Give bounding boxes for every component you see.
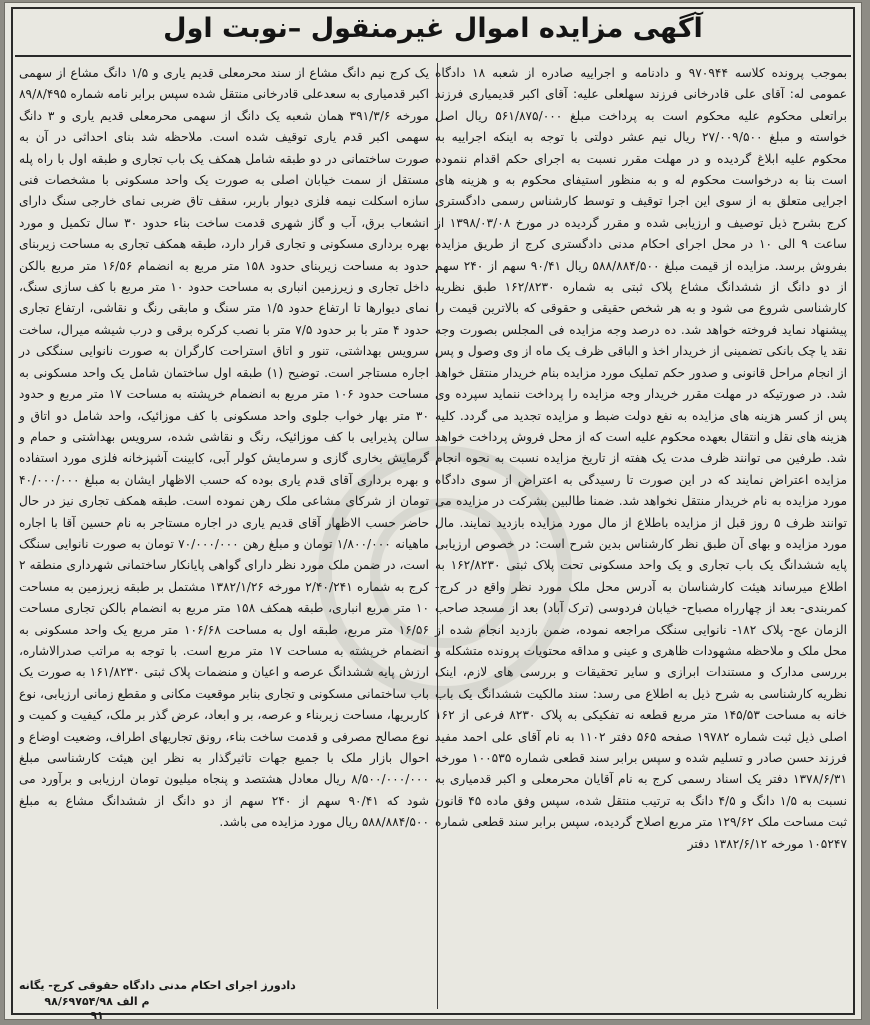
signature-line: دادورز اجرای احکام مدنی دادگاه حقوقی کرج- یگانه [19, 979, 296, 992]
column-divider [437, 63, 438, 1009]
receipt-code: م الف ۹۸/۶۹۷۵۴/۹۸ [44, 995, 150, 1008]
notice-body-left-column: یک کرج نیم دانگ مشاع از سند محرمعلی قدیم یاری و ۱/۵ دانگ مشاع از سهمی اکبر قدمیاری به سعدعلی قادرخانی منتقل شده سپس برابر نامه شماره ۸۹/۸/۴۹۵ مورخه ۳۹۱/۳/۶ همان شعبه یک دانگ از سهمی محرمعلی قدیم یاری و ۳ دانگ سهمی اکبر قدم یاری توقیف شده است. ملاحظه شد بنای احداثی در آن به صورت ساختمانی در دو طبقه شامل همکف یک باب تجاری و طبقه اول با راه پله مستقل از سمت خیابان اصلی به صورت یک واحد مسکونی با مشخصات فنی سازه اسکلت نیمه فلزی دیوار باربر، سقف تاق ضربی نمای خارجی سنگ دارای انشعاب برق، آب و گاز شهری قدمت ساخت بناء حدود ۳۰ سال تکمیل و مورد بهره برداری مسکونی و تجاری قرار دارد، طبقه همکف تجاری به مساحت زیربنای حدود به مساحت زیربنای حدود ۱۵۸ متر مربع به انضمام ۱۶/۵۶ متر مربع بالکن داخل تجاری و زیرزمین انباری به مساحت حدود ۱۰ متر مربع با کف سازی سنگ، نمای دیوارها تا ارتفاع حدود ۱/۵ متر سنگ و مابقی رنگ و نقاشی، ارتفاع تجاری حدود ۴ متر با بر حدود ۷/۵ متر با نصب کرکره برقی و درب شیشه میرال، ساخت سرویس بهداشتی، تنور و اتاق استراحت کارگران به صورت نانوایی سنگکی در اجاره مستاجر است. توضیح (۱) طبقه اول ساختمان شامل یک واحد مسکونی به مساحت حدود ۱۰۶ متر مربع به انضمام خرپشته به مساحت ۱۷ متر مربع و حدود ۳۰ متر بهار خواب جلوی واحد مسکونی با کف موزائیک، واحد شامل دو اتاق و سالن پذیرایی با کف موزائیک، رنگ و نقاشی شده، سرویس بهداشتی و حمام و گرمایش بخاری گازی و سرمایش کولر آبی، کابینت آشپزخانه فلزی مورد استفاده و بهره برداری آقای قدم یاری بوده که حسب الاظهار ایشان به مبلغ ۴۰/۰۰۰/۰۰۰ تومان از شرکای مشاعی ملک رهن نموده است. طبقه همکف تجاری نیز در حال حاضر حسب الاظهار آقای قدیم یاری در اجاره مستاجر به نام حسین آقا با اجاره ماهیانه ۱/۸۰۰/۰۰۰ تومان و مبلغ رهن ۷۰/۰۰۰/۰۰۰ تومان به صورت نانوایی سنگک است، در ضمن ملک مورد نظر دارای گواهی پایانکار ساختمانی شهرداری منطقه ۲ کرج به شماره ۲/۴۰/۲۴۱ مورخه ۱۳۸۲/۱/۲۶ مشتمل بر طبقه زیرزمین به مساحت ۱۰ متر مربع انباری، طبقه همکف ۱۵۸ متر مربع به انضمام بالکن تجاری مساحت ۱۶/۵۶ متر مربع، طبقه اول به مساحت ۱۰۶/۶۸ متر مربع یک واحد مسکونی به انضمام خرپشته به مساحت ۱۷ متر مربع است. با توجه به مراتب صدرالاشاره، ارزش پایه ششدانگ عرصه و اعیان و منضمات پلاک ثبتی ۱۶۱/۸۲۳۰ به صورت یک باب ساختمانی مسکونی و تجاری بنابر موقعیت مکانی و مقطع زمانی ارزیابی، نوع کاربریها، مساحت زیربناء و عرصه، بر و ابعاد، عرض گذر بر ملک، کیفیت و کمیت و نوع مصالح مصرفی و قدمت ساخت بناء، رونق تجاریهای اطراف، وضعیت اوضاع و احوال بازار ملک با جمیع جهات تاثیرگذار به نظر این هیئت کارشناسی مبلغ ۸/۵۰۰/۰۰۰/۰۰۰ ریال معادل هشتصد و پنجاه میلیون تومان ارزیابی و برآورد می شود که ۹۰/۴۱ سهم از ۲۴۰ سهم از دو دانگ از ششدانگ مشاع به مبلغ ۵۸۸/۸۸۴/۵۰۰ ریال مورد مزایده می باشد. [19, 66, 430, 830]
notice-title: آگهی مزایده اموال غیرمنقول –نوبت اول [163, 13, 703, 44]
newspaper-clipping [4, 2, 862, 1020]
receipt-number [27, 995, 167, 1020]
receipt-suffix: ۹۱ [90, 1009, 104, 1020]
notice-body-right-column: بموجب پرونده کلاسه ۹۷۰۹۴۴ و دادنامه و اجراییه صادره از شعبه ۱۸ دادگاه عمومی له: آقای علی قادرخانی فرزند سهلعلی علیه: آقای اکبر قدیمیاری فرزند براتعلی محکوم علیه محکوم است به پرداخت مبلغ ۵۶۱/۸۷۵/۰۰۰ ریال اصل خواسته و مبلغ ۲۷/۰۰۹/۵۰۰ ریال نیم عشر دولتی با توجه به اینکه اجراییه به محکوم علیه ابلاغ گردیده و در مهلت مقرر نسبت به اجرای حکم اقدام ننموده است بنا به درخواست محکوم له و به منظور استیفای محکوم به و هزینه های اجرایی متعلق به از سوی این اجرا توقیف و توسط کارشناس رسمی دادگستری کرج بشرح ذیل توصیف و ارزیابی شده و مقرر گردیده در مورخ ۱۳۹۸/۰۳/۰۸ از ساعت ۹ الی ۱۰ در محل اجرای احکام مدنی دادگستری کرج از طریق مزایده بفروش برسد. مزایده از قیمت مبلغ ۵۸۸/۸۸۴/۵۰۰ ریال ۹۰/۴۱ سهم از ۲۴۰ سهم از دو دانگ از ششدانگ مشاع پلاک ثبتی به شماره ۱۶۲/۸۲۳۰ طبق نظریه کارشناسی شروع می شود و به هر شخص حقیقی و حقوقی که بالاترین قیمت را پیشنهاد نماید فروخته خواهد شد. ده درصد وجه مزایده فی المجلس بصورت وجه نقد یا چک بانکی تضمینی از خریدار اخذ و الباقی ظرف یک ماه از وی وصول و پس از انجام مراحل قانونی و صدور حکم تملیک مورد مزایده بنام خریدار منتقل خواهد شد. در صورتیکه در مهلت مقرر خریدار وجه مزایده را پرداخت ننماید سپرده وی پس از کسر هزینه های مزایده به نفع دولت ضبط و مزایده تجدید می گردد. کلیه هزینه های نقل و انتقال بعهده محکوم علیه است که از محل فروش پرداخت خواهد شد. طرفین می توانند ظرف مدت یک هفته از تاریخ مزایده نسبت به نحوه انجام مزایده اعتراض نمایند که در این صورت تا رسیدگی به اعتراض از سوی دادگاه مورد مزایده به نام خریدار منتقل نخواهد شد. ضمنا طالبین بشرکت در مزایده می توانند ظرف ۵ روز قبل از مزایده باطلاع از مال مورد مزایده بازدید نمایند. مال مورد مزایده و بهای آن طبق نظر کارشناس بدین شرح است: در خصوص ارزیابی پایه ششدانگ یک باب تجاری و یک واحد مسکونی تحت پلاک ثبتی ۱۶۲/۸۲۳۰ به اطلاع میرساند هیئت کارشناسان به آدرس محل ملک مورد نظر واقع در کرج- کمربندی- بعد از چهارراه مصباح- خیابان فردوسی (ترک آباد) بعد از مسجد صاحب الزمان عج- پلاک ۱۸۲- نانوایی سنگک مراجعه نموده، ضمن بازدید انجام شده از محل ملک و ملاحظه مشهودات ظاهری و عینی و مداقه محتویات پرونده متشکله و بررسی مدارک و مستندات ابرازی و سایر تحقیقات و بررسی های لازم، اینک نظریه کارشناسی به شرح ذیل به اطلاع می رسد: سند مالکیت ششدانگ یک باب خانه به مساحت ۱۴۵/۵۳ متر مربع قطعه نه تفکیکی به پلاک ۸۲۳۰ فرعی از ۱۶۲ اصلی ذیل ثبت شماره ۱۹۷۸۲ صفحه ۵۶۵ دفتر ۱۱۰۲ به نام آقای علی احمد مفید فرزند حسن صادر و تسلیم شده و سپس برابر سند قطعی شماره ۱۰۰۵۳۵ مورخه ۱۳۷۸/۶/۳۱ دفتر یک اسناد رسمی کرج به نام آقایان محرمعلی و اکبر قدمیاری به نسبت به ۱/۵ دانگ و ۴/۵ دانگ به ترتیب منتقل شده، سپس وفق ماده ۴۵ قانون ثبت مساحت ملک ۱۲۹/۶۲ متر مربع اصلاح گردیده، سپس برابر سند قطعی شماره ۱۰۵۲۴۷ مورخه ۱۳۸۲/۶/۱۲ دفتر [435, 66, 848, 851]
title-divider [15, 55, 851, 57]
